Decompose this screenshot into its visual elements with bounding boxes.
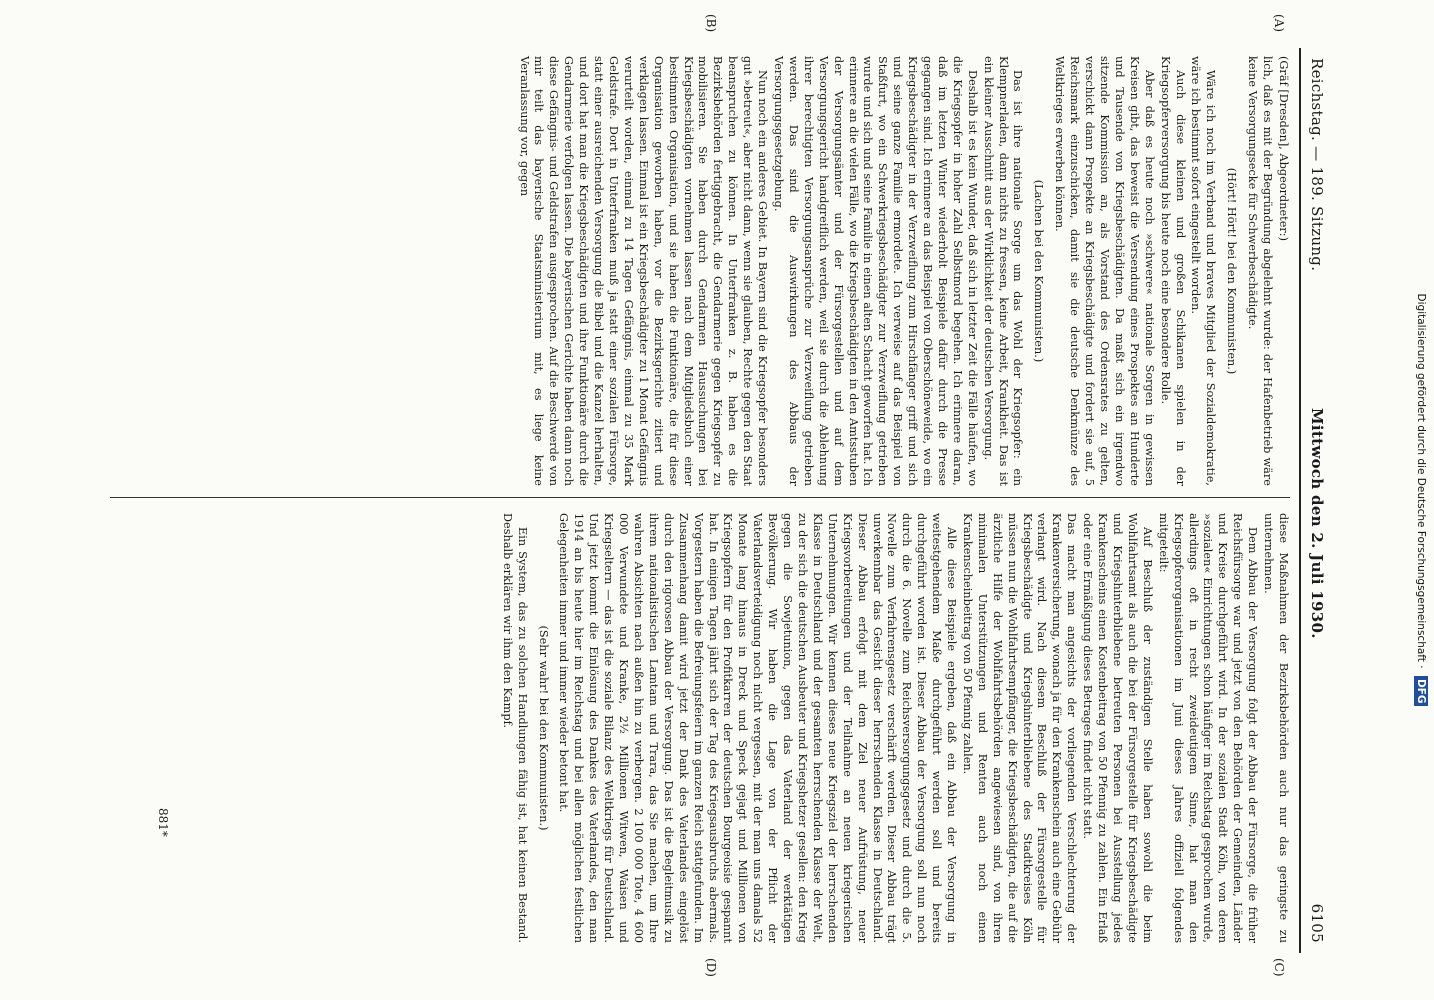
page-header bbox=[1300, 48, 1330, 953]
right-column-paragraph: Ein System, das zu solchen Handlungen fähig ist, hat keinen Bestand. Deshalb erklären wir ihm den Kampf. bbox=[500, 513, 529, 943]
header-date: Mittwoch den 2. Juli 1930. bbox=[1308, 408, 1326, 639]
left-column-paragraph: (Gräf [Dresden], Abgeordneter:) bbox=[1277, 56, 1290, 242]
dfg-logo: DFG bbox=[1414, 676, 1428, 707]
rotated-document-page bbox=[85, 14, 1330, 977]
left-text-column bbox=[515, 56, 1290, 486]
left-column-paragraph: (Lachen bei den Kommunisten.) bbox=[1032, 179, 1046, 363]
digitization-credit bbox=[1410, 8, 1432, 992]
header-page-number: 6105 bbox=[1308, 903, 1326, 943]
margin-mark-a: (A) bbox=[1272, 14, 1286, 33]
right-column-paragraph: Das macht man angesichts der vorliegenden Verschlechterung der Krankenversicherung, wonach ja für den Krankenschein auch eine Gebühr verlangt wird. Nach diesem Beschluß der Fürsorgestelle für Kriegsbeschädigte und Kriegshinterbliebene des Stadtkreises Köln müssen nun die Wohlfahrtsempfänger, die Kriegsbeschädigten, die auf die ärztliche Hilfe der Wohlfahrtsbehörden angewiesen sind, von ihren minimalen Unterstützungen und Renten auch noch einen Krankenscheinbeitrag von 50 Pfennig zahlen. bbox=[960, 513, 1079, 943]
right-column-paragraph: Alle diese Beispiele ergeben, daß ein Abbau der Versorgung in weitestgehendem Maße durchgeführt werden soll und bereits durchgeführt worden ist. Dieser Abbau der Versorgung soll nun noch durch die 6. Novelle zum Reichsversorgungsgesetz und durch die 5. Novelle zum Verfahrensgesetz verschärft werden. Dieser Abbau trägt unverkennbar das Gesicht dieser herrschenden Klasse in Deutschland. Dieser Abbau erfolgt mit dem Ziel neuer Aufrüstung, neuer Kriegsvorbereitungen und der Teilnahme an neuen kriegerischen Unternehmungen. Wir kennen dieses neue Kriegsziel der herrschenden Klasse in Deutschland und der gesamten herrschenden Klasse der Welt, zu der sich die deutschen Ausbeuter und Kriegshetzer gesellen: den Krieg gegen die Sowjetunion, gegen das Vaterland der werktätigen Bevölkerung. Wir haben die Lage von der Pflicht der Vaterlandsverteidigung noch nicht vergessen, mit der man uns damals 52 Monate lang hinaus in Dreck und Speck gejagt und Millionen von Kriegsopfern für den Profitkarren der deutschen Bourgeoisie gespannt hat. In einigen Tagen jährt sich der Tag des Kriegsausbruchs abermals. Vorgestern haben die Befreiungsfeiern im ganzen Reich stattgefunden. Im Zusammenhang damit wird jetzt der Dank des Vaterlandes eingelöst durch den rigorosen Abbau der Versorgung. Das ist die Begleitmusik zu ihrem nationalistischen Lamtam und Trara, das Sie machen, um Ihre wahren Absichten nach außen hin zu verbergen. 2 100 000 Tote, 4 600 000 Verwundete und Kranke, 2½ Millionen Witwen, Waisen und Kriegseltern — das ist die soziale Bilanz des Weltkriegs für Deutschland. Und jetzt kommt die Einlösung des Dankes des Vaterlandes, den man 1914 an bis heute hier im Reichstag und bei allen möglichen festlichen Gelegenheiten immer und immer wieder betont hat. bbox=[557, 513, 959, 943]
margin-mark-d: (D) bbox=[704, 958, 718, 977]
right-column-paragraph: Dem Abbau der Versorgung folgt der Abbau der Fürsorge, die früher Reichsfürsorge war und jetzt von den Behörden der Gemeinden, Länder und Kreise durchgeführt wird. In der sozialen Stadt Köln, von deren »sozialen« Einrichtungen schon häufiger im Reichstag gesprochen wurde, allerdings oft in recht zweideutigem Sinne, hat man den Kriegsopferorganisationen im Juni dieses Jahres offiziell folgendes mitgeteilt: bbox=[1156, 513, 1260, 943]
signature-mark: 881* bbox=[156, 808, 170, 837]
column-divider bbox=[110, 497, 1290, 498]
right-text-column bbox=[498, 513, 1290, 943]
header-session: Reichstag. — 189. Sitzung. bbox=[1308, 58, 1326, 272]
credit-text: Digitalisierung gefördert durch die Deutsche Forschungsgemeinschaft · bbox=[1415, 293, 1427, 669]
left-column-paragraph: Nun noch ein anderes Gebiet. In Bayern sind die Kriegsopfer besonders gut »betreut«, aber nicht dann, wenn sie glauben, Rechte gegen den Staat beanspruchen zu können. In Unterfranken z. B. haben es die Bezirksbehörden fertiggebracht, die Gendarmerie gegen Kriegsopfer zu mobilisieren. Sie haben durch Gendarmen Haussuchungen bei Kriegsbeschädigten vornehmen lassen nach dem Mitgliedsbuch einer bestimmten Organisation, und sie haben die Funktionäre, die für diese Organisation geworben haben, vor die Bezirksgerichte zitiert und verklagen lassen. Einmal ist ein Kriegsbeschädigter zu 1 Monat Gefängnis verurteilt worden, einmal zu 14 Tagen Gefängnis, einmal zu 35 Mark Geldstrafe. Dort in Unterfranken muß ja statt einer sozialen Fürsorge, statt einer ausreichenden Versorgung die Bibel und die Kanzel herhalten, und dort hat man die Kriegsbeschädigten und ihre Funktionäre durch die Gendarmerie verfolgen lassen. Die bayerischen Gerichte haben dann noch diese Gefängnis- und Geldstrafen ausgesprochen. Auf die Beschwerde von mir teilt das bayerische Staatsministerium mit, es liege keine Veranlassung vor, gegen bbox=[517, 56, 770, 486]
right-column-paragraph: Auf Beschluß der zuständigen Stelle haben sowohl die beim Wohlfahrtsamt als auch die bei der Fürsorgestelle für Kriegsbeschädigte und Kriegshinterbliebene betreuten Personen bei Ausstellung jedes Krankenscheins einen Kostenbeitrag von 50 Pfennig zu zahlen. Ein Erlaß oder eine Ermäßigung dieses Betrages findet nicht statt. bbox=[1081, 513, 1154, 943]
left-column-paragraph: (Hört! Hört! bei den Kommunisten.) bbox=[1225, 167, 1239, 375]
left-column-paragraph: Aber daß es heute noch »schwere« nationale Sorgen in gewissen Kreisen gibt, das beweist die Versendung eines Prospektes an Hunderte und Tausende von Kriegsbeschädigten. Da maßt sich ein irgendwo sitzende Kommission an, als Vorstand des Ordensrates zu gelten, verschickt dann Prospekte an Kriegsbeschädigte und fordert sie auf, 5 Reichsmark einzuschicken, damit sie die deutsche Denkmünze des Weltkrieges erwerben können. bbox=[1053, 56, 1156, 486]
margin-mark-b: (B) bbox=[704, 14, 718, 33]
left-column-paragraph: Das ist ihre nationale Sorge um das Wohl der Kriegsopfer: ein Klempnerladen, dann nichts zu fressen, keine Arbeit, Krankheit. Das ist ein kleiner Ausschnitt aus der Wirklichkeit der deutschen Versorgung. bbox=[981, 56, 1025, 486]
left-column-paragraph: Wäre ich noch im Verband und braves Mitglied der Sozialdemokratie, wäre ich bestimmt sofort eingestellt worden. bbox=[1189, 56, 1218, 486]
left-column-paragraph: Auch diese kleinen und großen Schikanen spielen in der Kriegsopferversorgung bis heute noch eine besondere Rolle. bbox=[1158, 56, 1187, 486]
right-column-paragraph: diese Maßnahmen der Bezirksbehörden auch nur das geringste zu unternehmen. bbox=[1262, 513, 1290, 943]
header-rule bbox=[1299, 48, 1301, 953]
left-column-paragraph: Deshalb ist es kein Wunder, daß sich in letzter Zeit die Fälle häufen, wo die Kriegsopfer in hoher Zahl Selbstmord begehen. Ich erinnere daran, daß im letzten Winter wiederholt Beispiele dafür durch die Presse gegangen sind. Ich erinnere an das Beispiel von Oberschöneweide, wo ein Kriegsbeschädigter in der Verzweiflung zum Hirschfänger griff und sich und seine ganze Familie ermordete. Ich verweise auf das Beispiel von Staßfurt, wo ein Schwerkriegsbeschädigter zur Verzweiflung getrieben wurde und sich und seine Familie in einen alten Schacht geworfen hat. Ich erinnere an die vielen Fälle, wo die Kriegsbeschädigten in den Amtsstuben der Versorgungsämter und der Fürsorgestellen und auf dem Versorgungsgericht handgreiflich werden, weil sie durch die Ablehnung ihrer berechtigten Versorgungsansprüche zur Verzweiflung getrieben werden. Das sind die Auswirkungen des Abbaus der Versorgungsgesetzgebung. bbox=[772, 56, 979, 486]
margin-mark-c: (C) bbox=[1272, 958, 1286, 977]
right-column-paragraph: (Sehr wahr! bei den Kommunisten.) bbox=[536, 625, 550, 831]
left-column-paragraph: lich, daß es mit der Begründung abgelehnt wurde: der Hafenbetrieb wäre keine Versorgungsecke für Schwerbeschädigte. bbox=[1246, 56, 1275, 486]
